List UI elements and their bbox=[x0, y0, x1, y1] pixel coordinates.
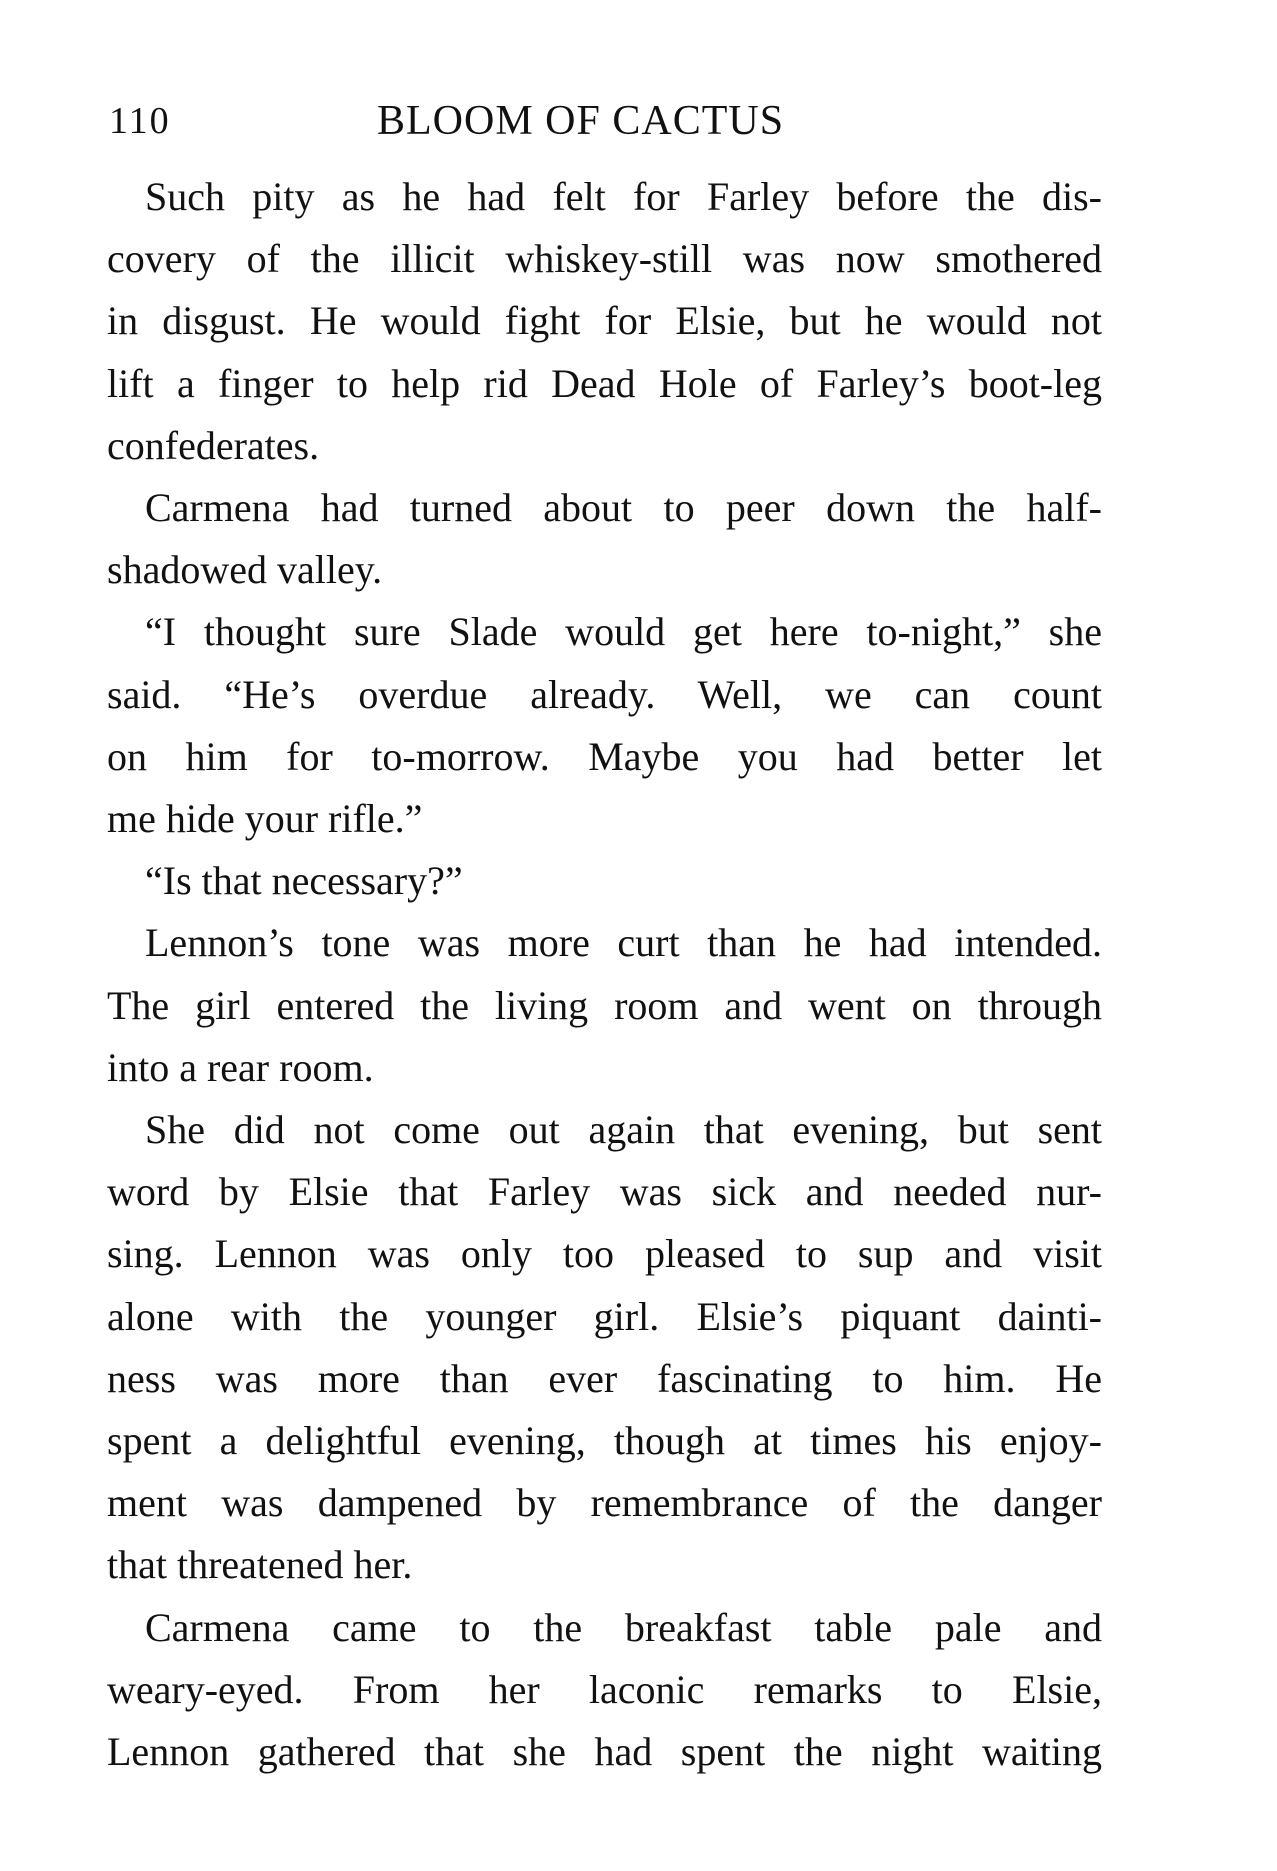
paragraph bbox=[107, 1597, 1102, 1784]
text-line: ness was more than ever fascinating to him. He bbox=[107, 1355, 1102, 1401]
text-line: into a rear room. bbox=[107, 1044, 374, 1090]
text-line: The girl entered the living room and went on through bbox=[107, 982, 1102, 1028]
text-line: lift a finger to help rid Dead Hole of Farley’s boot-leg bbox=[107, 360, 1102, 406]
text-line: confederates. bbox=[107, 422, 320, 468]
paragraph bbox=[107, 1099, 1102, 1597]
book-title: BLOOM OF CACTUS bbox=[377, 98, 785, 144]
text-line: sing. Lennon was only too pleased to sup and visit bbox=[107, 1231, 1102, 1277]
text-line: me hide your rifle.” bbox=[107, 796, 423, 842]
paragraph bbox=[107, 850, 1102, 912]
page-number: 110 bbox=[109, 100, 171, 142]
running-head bbox=[109, 96, 1109, 146]
text-line: shadowed valley. bbox=[107, 547, 383, 593]
text-line: “Is that necessary?” bbox=[145, 858, 463, 904]
text-line: in disgust. He would fight for Elsie, but he would not bbox=[107, 298, 1102, 344]
paragraph bbox=[107, 166, 1102, 477]
text-line: said. “He’s overdue already. Well, we can count bbox=[107, 671, 1102, 717]
text-line: Carmena had turned about to peer down the half- bbox=[145, 485, 1102, 531]
paragraph bbox=[107, 912, 1102, 1099]
text-line: word by Elsie that Farley was sick and needed nur- bbox=[107, 1169, 1102, 1215]
paragraph bbox=[107, 601, 1102, 850]
text-line: covery of the illicit whiskey-still was now smothered bbox=[107, 236, 1102, 282]
text-line: weary-eyed. From her laconic remarks to Elsie, bbox=[107, 1666, 1102, 1712]
body-text bbox=[107, 166, 1102, 1783]
text-line: Lennon’s tone was more curt than he had intended. bbox=[145, 920, 1102, 966]
text-line: ment was dampened by remembrance of the danger bbox=[107, 1480, 1102, 1526]
text-line: Lennon gathered that she had spent the night waiting bbox=[107, 1729, 1102, 1775]
text-line: Such pity as he had felt for Farley before the dis- bbox=[145, 174, 1102, 219]
text-line: She did not come out again that evening, but sent bbox=[145, 1107, 1102, 1153]
text-line: alone with the younger girl. Elsie’s piquant dainti- bbox=[107, 1293, 1102, 1339]
text-line: spent a delightful evening, though at times his enjoy- bbox=[107, 1418, 1102, 1464]
paragraph bbox=[107, 477, 1102, 601]
text-line: Carmena came to the breakfast table pale and bbox=[145, 1604, 1102, 1650]
text-line: “I thought sure Slade would get here to-night,” she bbox=[145, 609, 1102, 655]
text-line: on him for to-morrow. Maybe you had better let bbox=[107, 733, 1102, 779]
text-line: that threatened her. bbox=[107, 1542, 413, 1588]
